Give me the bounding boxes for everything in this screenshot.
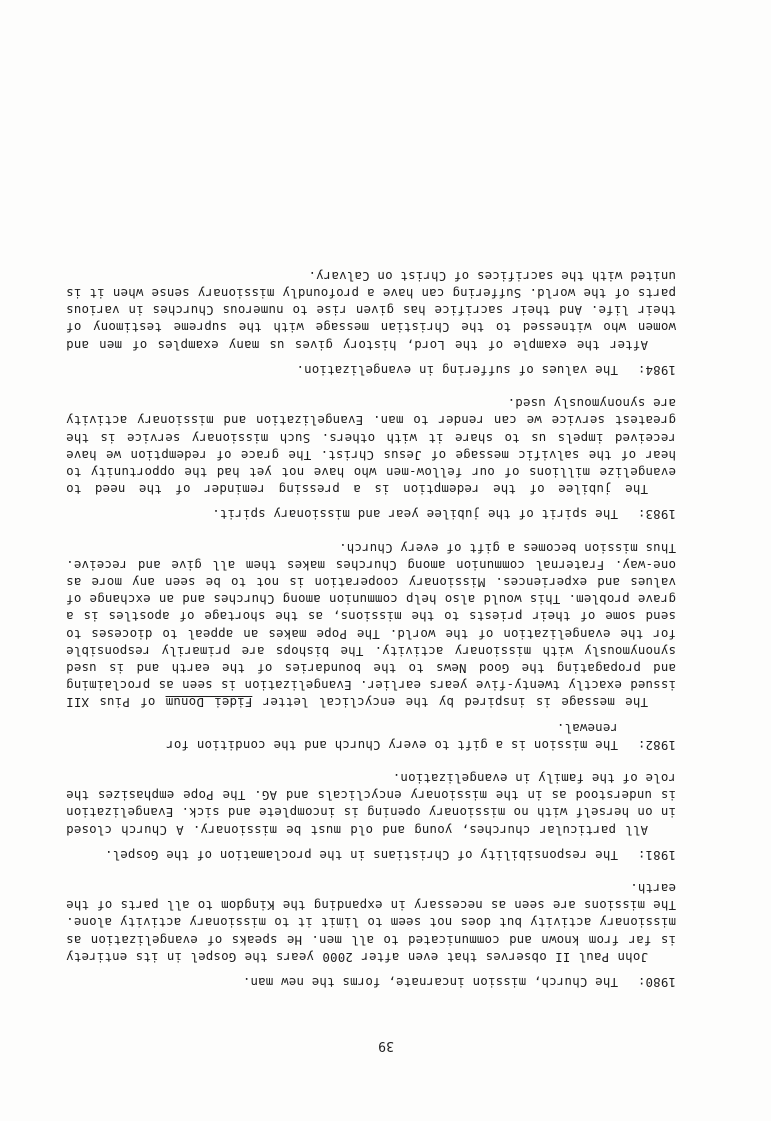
section-heading bbox=[66, 506, 676, 523]
section-title: The spirit of the jubilee year and missionary spirit. bbox=[212, 507, 618, 523]
section-year: 1981: bbox=[637, 847, 676, 863]
section-1981 bbox=[66, 770, 676, 864]
page-number: 39 bbox=[377, 1038, 395, 1053]
section-paragraph: All particular churches, young and old must be missionary. A Church closed in on herself with no missionary opening is incomplete and sick. Evangelization is understood as in the missionary encyclicals and AG. The Pope emphasizes the role of the family in evangelization. bbox=[66, 770, 676, 838]
section-title: The responsibility of Christians in the proclamation of the Gospel. bbox=[104, 847, 618, 863]
section-title: The values of suffering in evangelization. bbox=[296, 362, 618, 378]
section-paragraph: John Paul II observes that even after 2000 years the Gospel in its entirety is far from known and communicated to all men. He speaks of evangelization as missionary activity but does not seem to limit it to missionary activity alone. The missions are seen as necessary in expanding the Kingdom to all parts of the earth. bbox=[66, 880, 676, 965]
section-1984 bbox=[66, 268, 676, 379]
section-year: 1983: bbox=[637, 507, 676, 523]
section-paragraph: The jubilee of the redemption is a pressing reminder of the need to evangelize millions of our fellow-men who have not yet had the opportunity to hear of the salvific message of Jesus Christ. The grace of redemption we have received impels us to share it with others. Such missionary service is the greatest service we can render to man. Evangelization and missionary activity are synonymously used. bbox=[66, 396, 676, 498]
paragraph-text: The message is inspired by the encyclical letter bbox=[252, 695, 648, 711]
section-paragraph: After the example of the Lord, history gives us many examples of men and women who witnessed to the Christian message with the supreme testimony of their life. And their sacrifice has given rise to numerous Churches in various parts of the world. Suffering can have a profoundly missionary sense when it is united with the sacrifices of Christ on Calvary. bbox=[66, 268, 676, 353]
section-heading bbox=[66, 974, 676, 991]
section-title: The Church, mission incarnate, forms the new man. bbox=[242, 975, 618, 990]
section-paragraph bbox=[66, 539, 676, 711]
section-title: The mission is a gift to every Church and the condition for renewal. bbox=[166, 720, 618, 753]
paragraph-text: of Pius XII issued exactly twenty-five years earlier. Evangelization is seen as proclaiming and propagating the Good News to the boundaries of the earth and is used synonymously with missionary activity. The bishops are primarily responsible for the evangelization of the world. The Pope makes an appeal to dioceses to send some of their priests to the missions, as the shortage of apostles is a grave problem. This would also help communion among Churches and an exchange of values and experiences. Missionary cooperation is not to be seen any more as one-way. Fraternal communion among Churches makes them all give and receive. Thus mission becomes a gift of every Church. bbox=[66, 540, 676, 711]
document-body bbox=[66, 252, 676, 991]
encyclical-title: Fidei Donum bbox=[165, 695, 253, 711]
section-1983 bbox=[66, 395, 676, 523]
section-1980 bbox=[66, 880, 676, 991]
section-heading bbox=[66, 362, 676, 379]
section-heading bbox=[66, 847, 676, 864]
section-year: 1982: bbox=[637, 737, 676, 753]
section-heading bbox=[66, 719, 676, 753]
section-1982 bbox=[66, 539, 676, 753]
section-year: 1984: bbox=[637, 362, 676, 378]
section-year: 1980: bbox=[637, 975, 676, 990]
